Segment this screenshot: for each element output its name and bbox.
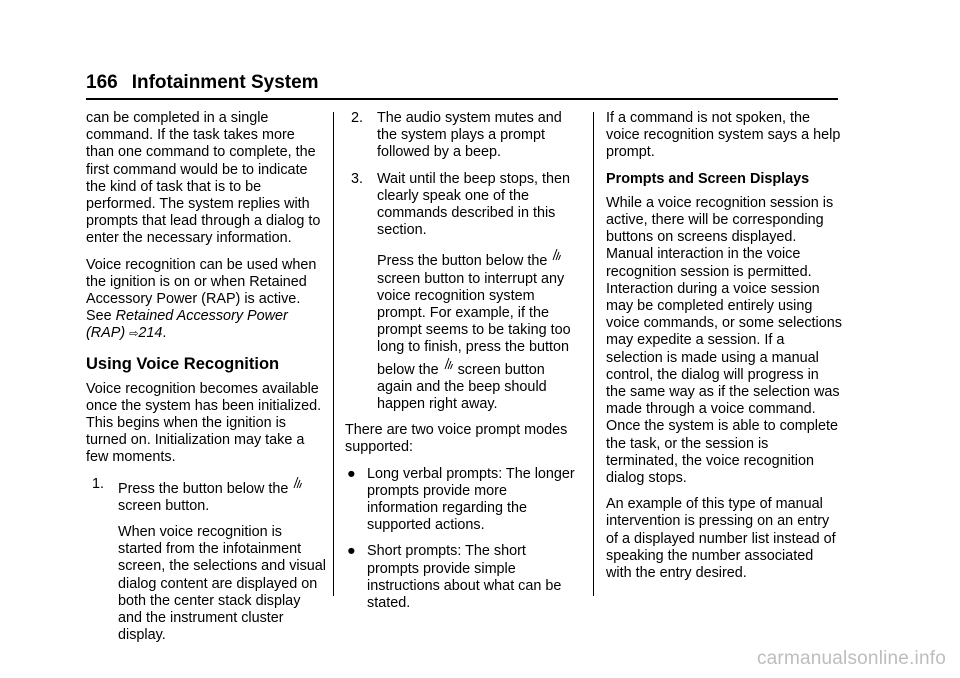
step-paragraph: When voice recognition is started from the infotainment screen, the selections and visual dialog content are displayed on both the center stack display and the instrument cluster display.	[118, 524, 326, 644]
paragraph: An example of this type of manual intervention is pressing on an entry of a displayed number list instead of speaking the number associated with the entry desired.	[606, 496, 836, 582]
bullet-icon: ●	[347, 543, 356, 560]
column-divider	[333, 112, 334, 596]
step-number: 3.	[351, 170, 364, 187]
paragraph: If a command is not spoken, the voice recognition system says a help prompt.	[606, 110, 841, 161]
numbered-step: 3. Wait until the beep stops, then clearly speak one of the commands described in this section.	[351, 170, 571, 239]
paragraph: can be completed in a single command. If the task takes more than one command to complete, the first command would be to indicate the kind of task that is to be performed. The system replies with prompts that lead through a dialog to enter the necessary information.	[86, 110, 321, 247]
numbered-step: 1. Press the button below the screen button.	[86, 476, 326, 515]
voice-recognition-icon	[552, 248, 561, 266]
column-divider	[593, 112, 594, 596]
paragraph: There are two voice prompt modes supported:	[345, 422, 568, 456]
page-number: 166	[86, 72, 118, 93]
watermark: carmanualsonline.info	[756, 648, 946, 669]
bullet-item: ● Short prompts: The short prompts provide simple instructions about what can be stated.	[347, 543, 562, 612]
paragraph: Voice recognition becomes available once the system has been initialized. This begins when the ignition is turned on. Initialization may take a few moments.	[86, 380, 322, 466]
page-reference[interactable]: 214	[138, 325, 163, 342]
paragraph: While a voice recognition session is active, there will be corresponding buttons on screens displayed. Manual interaction in the voice recognition session is permitted. Interaction during a voice session may be completed entirely using voice commands, or some selections may expedite a session. If a selection is made using a manual control, the dialog will progress in the same way as if the selection was made through a voice command. Once the system is able to complete the task, or the session is terminated, the voice recognition dialog stops.	[606, 194, 842, 487]
header-rule	[86, 98, 838, 100]
page-header	[86, 72, 319, 94]
bullet-icon: ●	[347, 465, 356, 482]
bullet-item: ● Long verbal prompts: The longer prompts provide more information regarding the supported actions.	[347, 465, 575, 534]
step-paragraph: Press the button below the screen button to interrupt any voice recognition system prompt. For example, if the prompt seems to be taking too long to finish, press the button below the screen button again and the beep should happen right away.	[345, 248, 581, 413]
column-1	[86, 110, 326, 653]
paragraph: Voice recognition can be used when the ignition is on or when Retained Accessory Power (RAP) is active. See Retained Accessory Power (RAP) ⇨214.	[86, 256, 317, 342]
column-3	[606, 110, 842, 591]
cross-reference-link[interactable]: Retained Accessory Power (RAP)	[86, 308, 288, 342]
section-title: Infotainment System	[131, 72, 319, 93]
column-2	[345, 110, 581, 621]
voice-recognition-icon	[293, 476, 302, 494]
numbered-step: 2. The audio system mutes and the system plays a prompt followed by a beep.	[351, 110, 562, 161]
subsection-heading: Prompts and Screen Displays	[606, 170, 810, 187]
step-number: 1.	[92, 475, 105, 492]
voice-recognition-icon	[444, 357, 453, 375]
page-reference-arrow-icon: ⇨	[129, 328, 139, 341]
step-number: 2.	[351, 110, 364, 126]
section-heading: Using Voice Recognition	[86, 354, 280, 373]
